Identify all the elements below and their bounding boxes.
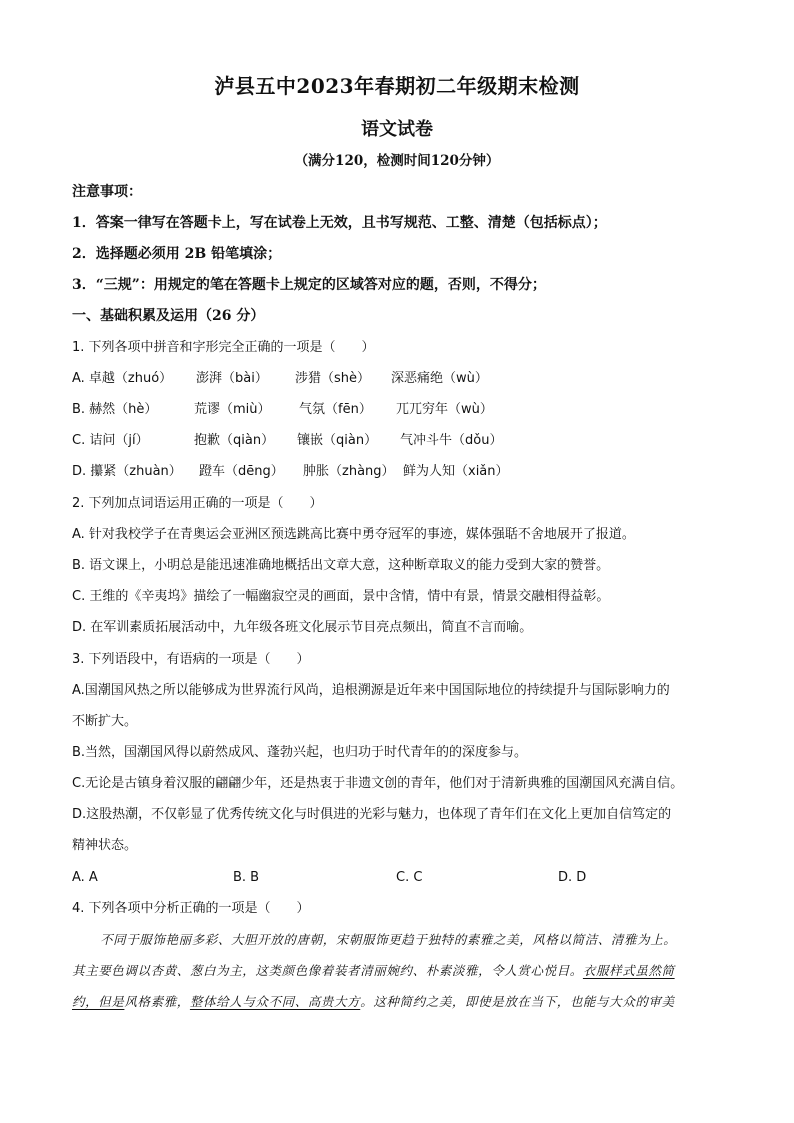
q1-option-cell: 涉猎（shè） [295, 371, 371, 386]
q3-choice: C. C [396, 870, 423, 885]
notice-item: 2．选择题必须用 2B 铅笔填涂； [72, 246, 282, 262]
q3-choice: B. B [233, 870, 260, 885]
q1-option-cell: 抱歉（qiàn） [194, 433, 275, 448]
passage-line [72, 992, 732, 1012]
notice-item: 3．“三规”：用规定的笔在答题卡上规定的区域答对应的题，否则，不得分； [72, 277, 546, 293]
q1-option-cell: 深恶痛绝（wù） [391, 371, 488, 386]
passage-underlined: 整体给人与众不同、高贵大方 [189, 994, 361, 1009]
passage-underlined: 衣服样式虽然简 [582, 963, 675, 978]
passage-text: 其主要色调以杏黄、葱白为主，这类颜色像着装者清丽婉约、朴素淡雅，令人赏心悦目。 [72, 963, 583, 978]
q3-line: 精神状态。 [72, 838, 138, 853]
q1-option-cell: 澎湃（bài） [196, 371, 268, 386]
q3-choice: A. A [72, 870, 98, 885]
exam-title: 泸县五中2023年春期初二年级期末检测 [214, 74, 580, 98]
q1-option-cell: 兀兀穷年（wù） [396, 402, 493, 417]
passage-text: 风格素雅， [124, 994, 190, 1009]
q1-option-cell: A. 卓越（zhuó） [72, 371, 173, 386]
exam-subtitle: 语文试卷 [361, 119, 433, 140]
q1-option-row [72, 400, 732, 420]
q1-option-cell: 气氛（fēn） [299, 402, 372, 417]
q3-line: C.无论是古镇身着汉服的翩翩少年，还是热衷于非遗文创的青年，他们对于清新典雅的国潮国风充满自信。 [72, 776, 684, 791]
notice-item: 1．答案一律写在答题卡上，写在试卷上无效，且书写规范、工整、清楚（包括标点）； [72, 215, 607, 231]
q1-option-row [72, 369, 732, 389]
q1-option-cell: 鲜为人知（xiǎn） [403, 464, 509, 479]
question-stem: 4. 下列各项中分析正确的一项是（ ） [72, 901, 310, 916]
q1-option-cell: 蹬车（dēng） [199, 464, 284, 479]
notice-heading: 注意事项： [72, 184, 142, 200]
q2-option: A. 针对我校学子在青奥运会亚洲区预选跳高比赛中勇夺冠军的事迹，媒体强聒不舍地展开了报道。 [72, 527, 635, 542]
question-stem: 3. 下列语段中，有语病的一项是（ ） [72, 652, 310, 667]
q1-option-cell: 肿胀（zhàng） [303, 464, 395, 479]
passage-underlined: 约，但是 [72, 994, 125, 1009]
passage-line [72, 961, 732, 981]
q2-option: D. 在军训素质拓展活动中，九年级各班文化展示节目亮点频出，简直不言而喻。 [72, 620, 533, 635]
q1-option-cell: 镶嵌（qiàn） [297, 433, 378, 448]
passage-line: 不同于服饰艳丽多彩、大胆开放的唐朝，宋朝服饰更趋于独特的素雅之美，风格以简洁、清雅为上。 [100, 932, 677, 947]
q2-option: C. 王维的《辛夷坞》描绘了一幅幽寂空灵的画面，景中含情，情中有景，情景交融相得益彰。 [72, 589, 610, 604]
q3-line: B.当然，国潮国风得以蔚然成风、蓬勃兴起，也归功于时代青年的的深度参与。 [72, 745, 528, 760]
q3-choice: D. D [558, 870, 587, 885]
exam-score-note: （满分120，检测时间120分钟） [294, 153, 500, 169]
question-stem: 1. 下列各项中拼音和字形完全正确的一项是（ ） [72, 340, 375, 355]
q1-option-cell: D. 攥紧（zhuàn） [72, 464, 182, 479]
q3-line: D.这股热潮，不仅彰显了优秀传统文化与时俱进的光彩与魅力，也体现了青年们在文化上更加自信笃定的 [72, 807, 672, 822]
q1-option-row [72, 462, 732, 482]
q1-option-cell: B. 赫然（hè） [72, 402, 158, 417]
q1-option-row [72, 431, 732, 451]
question-stem: 2. 下列加点词语运用正确的一项是（ ） [72, 496, 323, 511]
section-heading: 一、基础积累及运用（26 分） [72, 308, 265, 324]
q3-line: A.国潮国风热之所以能够成为世界流行风尚，追根溯源是近年来中国国际地位的持续提升与国际影响力的 [72, 683, 670, 698]
q1-option-cell: 荒谬（miù） [194, 402, 271, 417]
q3-line: 不断扩大。 [72, 714, 138, 729]
q2-option: B. 语文课上，小明总是能迅速准确地概括出文章大意，这种断章取义的能力受到大家的赞誉。 [72, 558, 610, 573]
q1-option-cell: 气冲斗牛（dǒu） [400, 433, 503, 448]
q1-option-cell: C. 诘问（jí） [72, 433, 149, 448]
passage-text: 。这种简约之美，即使是放在当下，也能与大众的审美 [360, 994, 675, 1009]
